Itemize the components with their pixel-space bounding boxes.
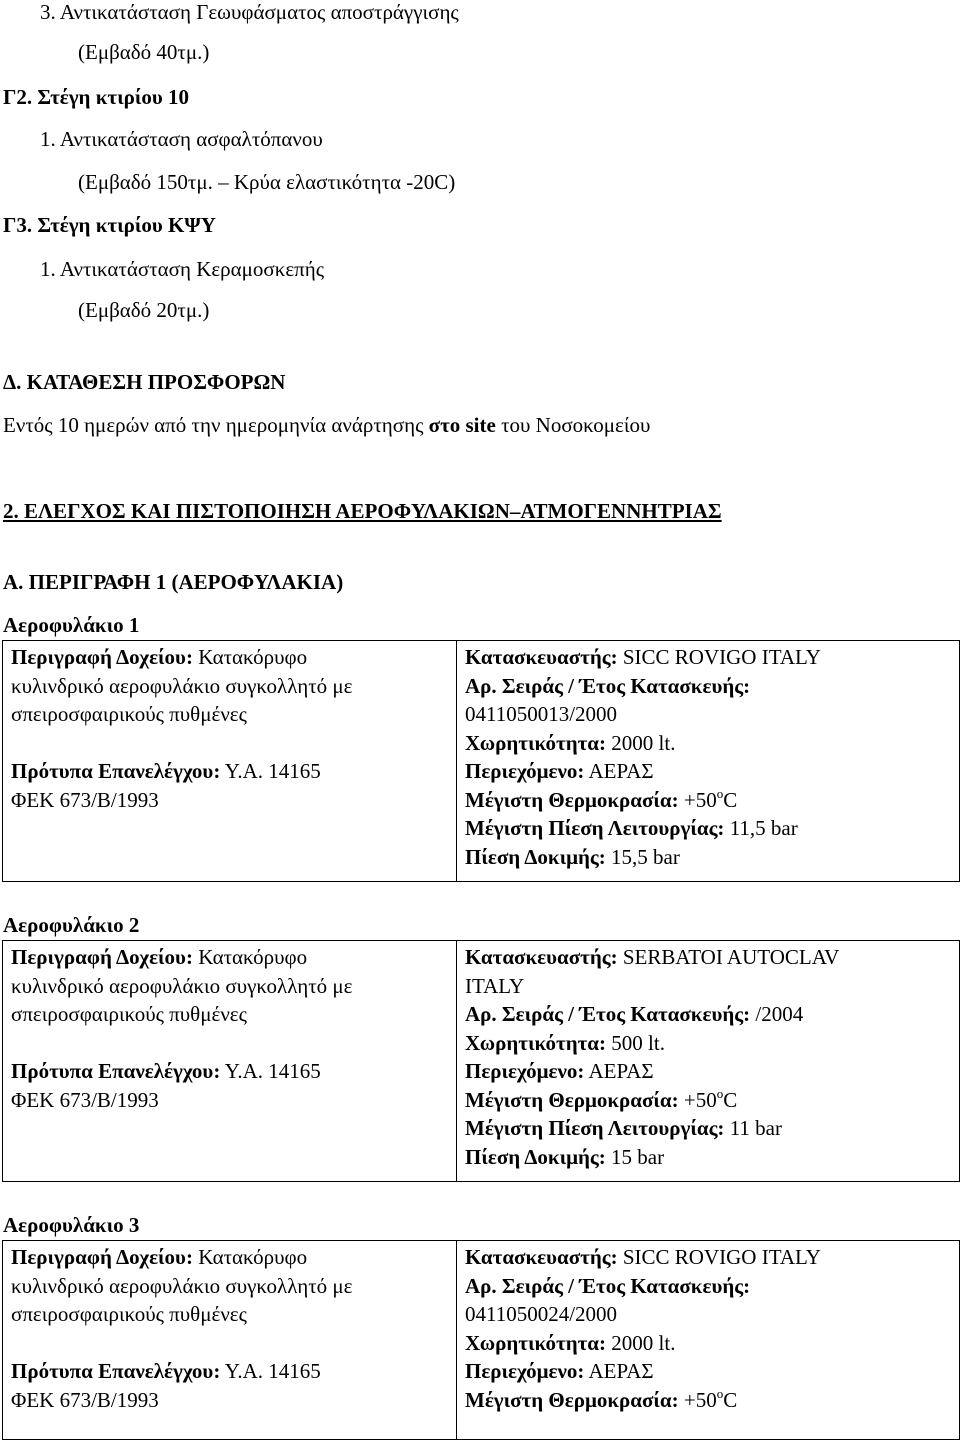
value: 0411050024/2000 [465,1302,618,1326]
section-a-heading: Α. ΠΕΡΙΓΡΑΦΗ 1 (ΑΕΡΟΦΥΛΑΚΙΑ) [3,570,344,594]
value: SERBATOI AUTOCLAV [617,945,840,969]
label: Κατασκευαστής: [465,645,618,669]
value: +50 [678,1087,717,1112]
value: κυλινδρικό αεροφυλάκιο συγκολλητό με [11,1273,353,1298]
subsection-heading: Γ3. Στέγη κτιρίου ΚΨΥ [3,213,216,237]
label: Χωρητικότητα: [465,730,607,755]
value: ΦΕΚ 673/Β/1993 [11,787,159,812]
tank-description-cell [3,1241,457,1440]
degree-sup: o [716,1085,724,1101]
value: Υ.Α. 14165 [220,1059,321,1083]
label: Κατασκευαστής: [465,945,618,969]
value: C [723,787,738,812]
label: Περιγραφή Δοχείου: [11,645,193,669]
value: SICC ROVIGO ITALY [617,1245,821,1269]
list-item-note: (Εμβαδό 40τμ.) [78,40,210,64]
label: Μέγιστη Θερμοκρασία: [465,787,679,812]
label: Μέγιστη Θερμοκρασία: [465,1387,679,1412]
section-text-part: του Νοσοκομείου [495,413,651,437]
value: /2004 [750,1002,804,1026]
value: 11 bar [724,1116,782,1140]
degree-sup: o [716,785,724,801]
value: σπειροσφαιρικούς πυθμένες [11,1002,247,1026]
tank-title: Αεροφυλάκιο 2 [3,913,140,937]
value: ΦΕΚ 673/Β/1993 [11,1387,159,1412]
value: Υ.Α. 14165 [220,759,321,783]
label: Αρ. Σειράς / Έτος Κατασκευής: [465,1273,751,1298]
label: Μέγιστη Πίεση Λειτουργίας: [465,1116,725,1140]
list-item-note: (Εμβαδό 20τμ.) [78,298,210,322]
label: Πρότυπα Επανελέγχου: [11,759,221,783]
label: Πίεση Δοκιμής: [465,1144,606,1169]
tank-specs-cell [457,1241,960,1440]
value: Κατακόρυφο [192,945,308,969]
value: ΦΕΚ 673/Β/1993 [11,1087,159,1112]
value: ΑΕΡΑΣ [584,1359,654,1383]
value: SICC ROVIGO ITALY [617,645,821,669]
value: Υ.Α. 14165 [220,1359,321,1383]
label: Περιγραφή Δοχείου: [11,1245,193,1269]
value: 500 lt. [606,1030,665,1055]
value: σπειροσφαιρικούς πυθμένες [11,702,247,726]
label: Πρότυπα Επανελέγχου: [11,1359,221,1383]
value: Κατακόρυφο [192,645,308,669]
value: C [723,1387,738,1412]
tank-table [2,640,960,882]
label: Περιεχόμενο: [465,759,585,783]
value: 2000 lt. [606,1330,676,1355]
tank-title: Αεροφυλάκιο 3 [3,1213,140,1237]
label: Πρότυπα Επανελέγχου: [11,1059,221,1083]
value: κυλινδρικό αεροφυλάκιο συγκολλητό με [11,673,353,698]
list-item: 3. Αντικατάσταση Γεωυφάσματος αποστράγγισης [40,0,459,24]
label: Περιεχόμενο: [465,1059,585,1083]
section-heading: Δ. ΚΑΤΑΘΕΣΗ ΠΡΟΣΦΟΡΩΝ [3,370,286,394]
label: Χωρητικότητα: [465,1330,607,1355]
value: ΑΕΡΑΣ [584,759,654,783]
label: Περιγραφή Δοχείου: [11,945,193,969]
value: ΑΕΡΑΣ [584,1059,654,1083]
label: Πίεση Δοκιμής: [465,844,606,869]
subsection-heading: Γ2. Στέγη κτιρίου 10 [3,85,189,109]
label: Αρ. Σειράς / Έτος Κατασκευής: [465,1002,751,1026]
tank-specs-cell [457,641,960,882]
list-item: 1. Αντικατάσταση ασφαλτόπανου [40,127,323,151]
tank-description-cell [3,641,457,882]
value: 15 bar [605,1144,665,1169]
value: 15,5 bar [605,844,680,869]
tank-description-cell [3,941,457,1182]
value: σπειροσφαιρικούς πυθμένες [11,1302,247,1326]
section-text [3,412,650,438]
value: κυλινδρικό αεροφυλάκιο συγκολλητό με [11,973,353,998]
label: Κατασκευαστής: [465,1245,618,1269]
label: Μέγιστη Θερμοκρασία: [465,1087,679,1112]
value: Κατακόρυφο [192,1245,308,1269]
value: 2000 lt. [606,730,676,755]
tank-title: Αεροφυλάκιο 1 [3,613,140,637]
section-text-part: Εντός 10 ημερών από την ημερομηνία ανάρτησης [3,413,429,437]
section-2-heading: 2. ΕΛΕΓΧΟΣ ΚΑΙ ΠΙΣΤΟΠΟΙΗΣΗ ΑΕΡΟΦΥΛΑΚΙΩΝ–ΑΤΜΟΓΕΝΝΗΤΡΙΑΣ [3,499,722,523]
section-text-bold: στο site [428,413,496,437]
value: +50 [678,1387,717,1412]
value: C [723,1087,738,1112]
value: +50 [678,787,717,812]
list-item: 1. Αντικατάσταση Κεραμοσκεπής [40,257,325,281]
label: Περιεχόμενο: [465,1359,585,1383]
label: Χωρητικότητα: [465,1030,607,1055]
label: Αρ. Σειράς / Έτος Κατασκευής: [465,673,751,698]
value: 11,5 bar [724,816,798,840]
value: 0411050013/2000 [465,702,618,726]
tank-table [2,1240,960,1440]
list-item-note: (Εμβαδό 150τμ. – Κρύα ελαστικότητα -20C) [78,170,456,194]
label: Μέγιστη Πίεση Λειτουργίας: [465,816,725,840]
tank-table [2,940,960,1182]
degree-sup: o [716,1385,724,1401]
tank-specs-cell [457,941,960,1182]
value: ITALY [465,973,525,998]
